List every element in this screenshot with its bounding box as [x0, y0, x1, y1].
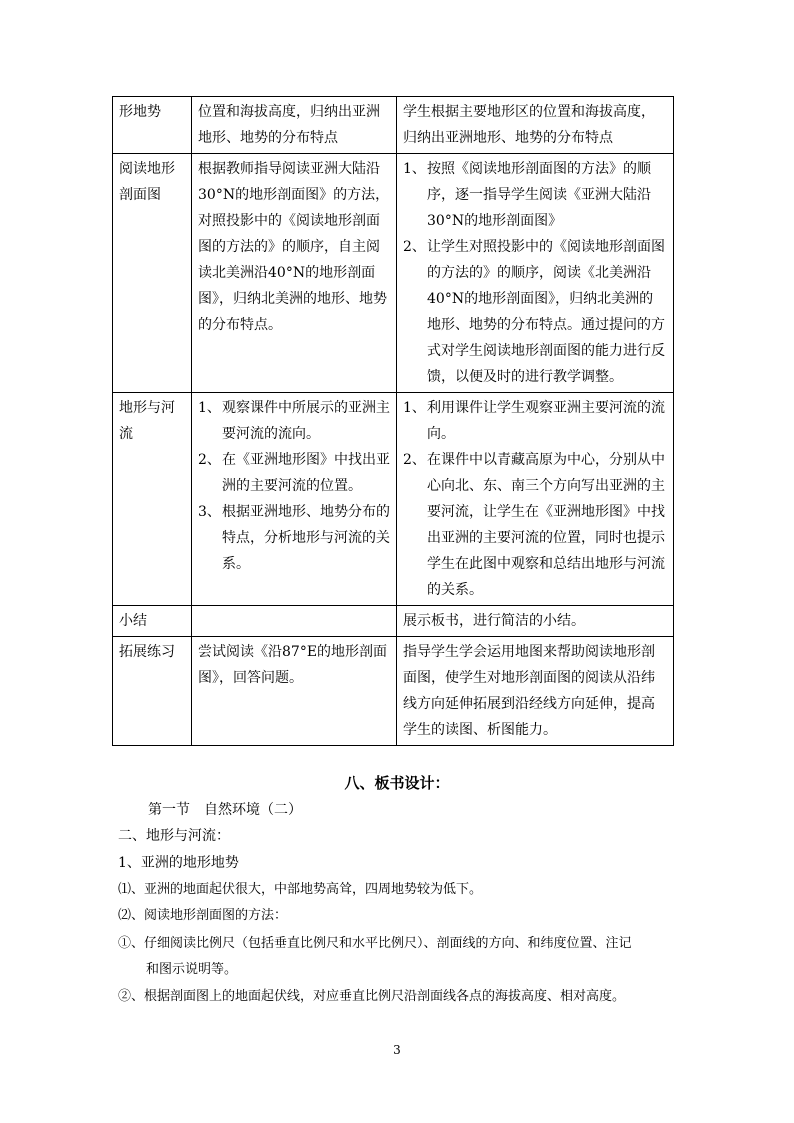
table-row — [113, 393, 674, 606]
board-item-1: ⑴、亚洲的地面起伏很大，中部地势高耸，四周地势较为低下。 — [118, 882, 483, 897]
list-item — [403, 156, 667, 234]
list-item — [403, 99, 667, 151]
item-text: 在课件中以青藏高原为中心，分别从中心向北、东、南三个方向写出亚洲的主要河流，让学生在《亚洲地形图》中找出亚洲的主要河流的位置，同时也提示学生在此图中观察和总结出地形与河流的关系。 — [427, 452, 665, 598]
item-number: 1、 — [403, 161, 426, 177]
board-section-title: 第一节 自然环境（二） — [148, 802, 302, 818]
stage-cell: 阅读地形剖面图 — [113, 154, 192, 393]
list-item — [198, 499, 390, 577]
item-number: 2、 — [403, 452, 426, 468]
teacher-activity-cell — [192, 637, 397, 746]
teacher-activity-cell — [192, 393, 397, 606]
item-text: 观察课件中所展示的亚洲主要河流的流向。 — [222, 400, 390, 442]
item-text: 位置和海拔高度，归纳出亚洲地形、地势的分布特点 — [198, 104, 380, 146]
stage-cell: 形地势 — [113, 97, 192, 154]
item-number: 2、 — [198, 452, 221, 468]
list-item — [198, 99, 390, 151]
teacher-activity-cell — [192, 154, 397, 393]
list-item — [198, 395, 390, 447]
board-point-1: 1、亚洲的地形地势 — [118, 855, 239, 871]
board-part-title: 二、地形与河流： — [118, 828, 230, 844]
board-design-heading: 八、板书设计： — [344, 774, 450, 792]
stage-cell: 拓展练习 — [113, 637, 192, 746]
teacher-activity-cell — [192, 97, 397, 154]
item-text: 展示板书，进行简洁的小结。 — [403, 613, 585, 629]
item-number: 2、 — [403, 239, 426, 255]
list-item — [198, 639, 390, 691]
student-activity-cell — [397, 606, 674, 637]
table-row — [113, 154, 674, 393]
item-number: 1、 — [198, 400, 221, 416]
item-number: 1、 — [403, 400, 426, 416]
student-activity-cell — [397, 393, 674, 606]
list-item — [403, 234, 667, 390]
student-activity-cell — [397, 97, 674, 154]
item-text: 利用课件让学生观察亚洲主要河流的流向。 — [427, 400, 665, 442]
table-row — [113, 637, 674, 746]
item-text: 根据教师指导阅读亚洲大陆沿30°N的地形剖面图》的方法，对照投影中的《阅读地形剖面图的方法的》的顺序，自主阅读北美洲沿40°N的地形剖面图》，归纳北美洲的地形、地势的分布特点。 — [198, 161, 390, 333]
board-sub-item-1-cont: 和图示说明等。 — [146, 962, 238, 977]
student-activity-cell — [397, 154, 674, 393]
table-row — [113, 606, 674, 637]
list-item — [403, 639, 667, 743]
list-item — [403, 447, 667, 603]
student-activity-cell — [397, 637, 674, 746]
list-item — [403, 608, 667, 634]
stage-cell: 地形与河流 — [113, 393, 192, 606]
teacher-activity-cell — [192, 606, 397, 637]
item-text: 让学生对照投影中的《阅读地形剖面图的方法的》的顺序，阅读《北美洲沿40°N的地形剖面图》，归纳北美洲的地形、地势的分布特点。通过提问的方式对学生阅读地形剖面图的能力进行反馈，以便及时的进行教学调整。 — [427, 239, 665, 385]
page-number: 3 — [393, 1043, 401, 1057]
list-item — [198, 156, 390, 338]
list-item — [198, 447, 390, 499]
item-text: 根据亚洲地形、地势分布的特点，分析地形与河流的关系。 — [222, 504, 390, 572]
item-text: 按照《阅读地形剖面图的方法》的顺序，逐一指导学生阅读《亚洲大陆沿30°N的地形剖面图》 — [427, 161, 651, 229]
lesson-table — [112, 96, 674, 746]
item-text: 尝试阅读《沿87°E的地形剖面图》，回答问题。 — [198, 644, 388, 686]
board-sub-item-2: ②、根据剖面图上的地面起伏线，对应垂直比例尺沿剖面线各点的海拔高度、相对高度。 — [118, 989, 626, 1004]
lesson-table-body — [113, 97, 674, 746]
board-item-2: ⑵、阅读地形剖面图的方法： — [118, 908, 288, 923]
item-text: 学生根据主要地形区的位置和海拔高度，归纳出亚洲地形、地势的分布特点 — [403, 104, 655, 146]
item-text: 在《亚洲地形图》中找出亚洲的主要河流的位置。 — [222, 452, 390, 494]
item-number: 3、 — [198, 504, 221, 520]
table-row — [113, 97, 674, 154]
item-text: 指导学生学会运用地图来帮助阅读地形剖面图，使学生对地形剖面图的阅读从沿纬线方向延伸拓展到沿经线方向延伸，提高学生的读图、析图能力。 — [403, 644, 655, 738]
board-sub-item-1: ①、仔细阅读比例尺（包括垂直比例尺和水平比例尺）、剖面线的方向、和纬度位置、注记 — [118, 936, 632, 951]
list-item — [403, 395, 667, 447]
stage-cell: 小结 — [113, 606, 192, 637]
